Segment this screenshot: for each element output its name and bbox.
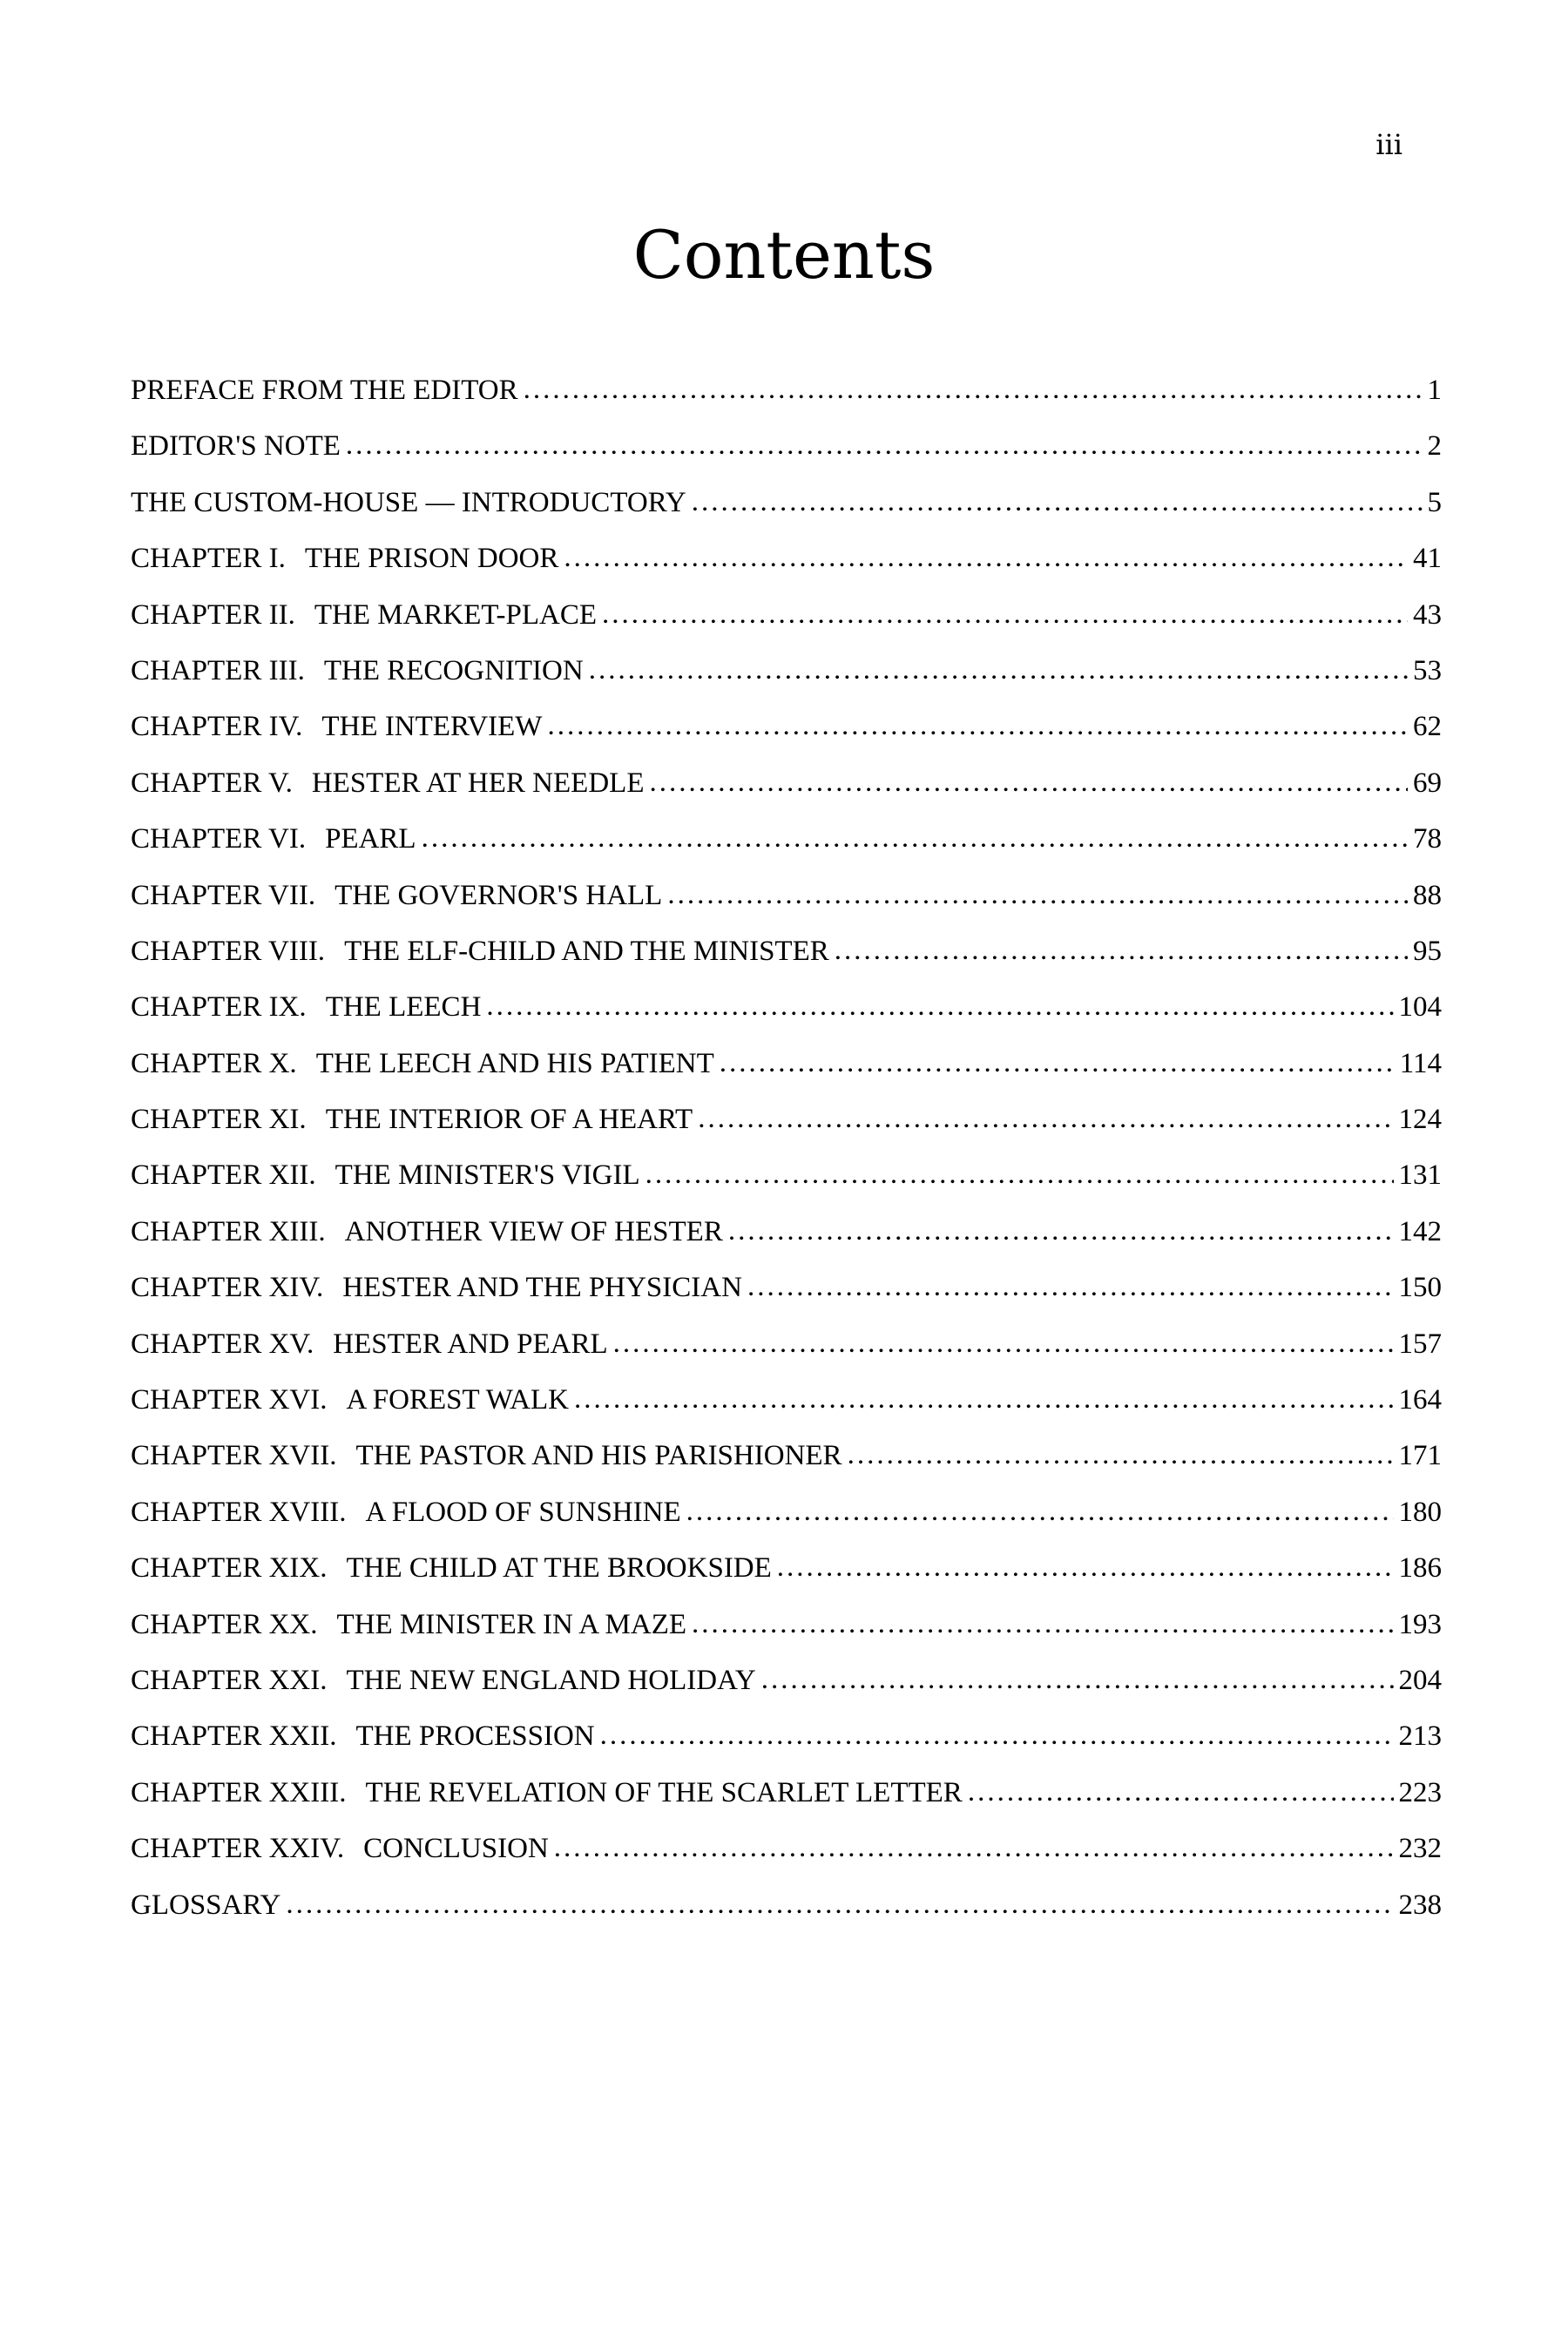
toc-entry-label-group: [131, 823, 416, 855]
toc-entry[interactable]: [131, 487, 1442, 543]
dot-leader: [547, 711, 1408, 742]
toc-entry-title: THE MINISTER'S VIGIL: [335, 1159, 640, 1192]
toc-entry-label-group: [131, 1665, 756, 1697]
toc-entry[interactable]: [131, 1104, 1442, 1159]
toc-chapter-number: CHAPTER XIV.: [131, 1272, 324, 1304]
toc-entry-label-group: [131, 711, 542, 743]
toc-entry-title: THE PASTOR AND HIS PARISHIONER: [355, 1440, 842, 1472]
toc-entry-title: PREFACE FROM THE EDITOR: [131, 375, 518, 406]
toc-entry-label-group: [131, 543, 558, 575]
toc-page-number: 95: [1413, 935, 1442, 967]
toc-entry[interactable]: [131, 1328, 1442, 1384]
toc-entry[interactable]: [131, 1665, 1442, 1720]
toc-entry[interactable]: [131, 543, 1442, 598]
toc-chapter-number: CHAPTER IX.: [131, 991, 307, 1024]
toc-entry-title: THE LEECH: [325, 991, 482, 1024]
dot-leader: [667, 880, 1408, 911]
toc-entry-label-group: [131, 1384, 569, 1416]
dot-leader: [600, 1720, 1394, 1752]
toc-chapter-number: CHAPTER XV.: [131, 1328, 314, 1360]
toc-page-number: 62: [1413, 711, 1442, 743]
toc-entry[interactable]: [131, 1833, 1442, 1889]
dot-leader: [692, 1609, 1393, 1640]
table-of-contents: [131, 375, 1442, 1945]
toc-entry-label-group: [131, 599, 597, 632]
dot-leader: [554, 1833, 1394, 1864]
dot-leader: [574, 1384, 1393, 1416]
dot-leader: [645, 1159, 1394, 1191]
dot-leader: [728, 1216, 1394, 1247]
toc-entry[interactable]: [131, 655, 1442, 711]
toc-chapter-number: CHAPTER XXII.: [131, 1720, 337, 1753]
toc-page-number: 41: [1413, 543, 1442, 575]
toc-entry-label-group: [131, 1609, 686, 1641]
toc-chapter-number: CHAPTER X.: [131, 1047, 297, 1079]
toc-entry-title: THE ELF-CHILD AND THE MINISTER: [344, 935, 829, 967]
toc-entry-label-group: [131, 1440, 842, 1472]
toc-entry-label-group: [131, 1104, 693, 1136]
toc-page-number: 88: [1413, 879, 1442, 911]
toc-chapter-number: CHAPTER XXIII.: [131, 1776, 347, 1808]
toc-entry-label-group: [131, 991, 481, 1024]
toc-entry[interactable]: [131, 1159, 1442, 1215]
toc-chapter-number: CHAPTER II.: [131, 598, 295, 631]
toc-chapter-number: CHAPTER XXIV.: [131, 1833, 345, 1865]
toc-entry[interactable]: [131, 711, 1442, 767]
page-title: Contents: [632, 216, 936, 294]
toc-chapter-number: CHAPTER XVI.: [131, 1384, 328, 1416]
dot-leader: [968, 1777, 1394, 1808]
toc-entry-title: THE LEECH AND HIS PATIENT: [315, 1047, 714, 1079]
toc-entry-title: THE PRISON DOOR: [304, 543, 559, 575]
toc-entry-title: THE INTERVIEW: [321, 711, 543, 743]
toc-chapter-number: CHAPTER XVIII.: [131, 1496, 347, 1528]
toc-entry-title: THE CUSTOM-HOUSE — INTRODUCTORY: [131, 486, 686, 518]
toc-chapter-number: CHAPTER XIII.: [131, 1215, 326, 1247]
toc-page-number: 186: [1398, 1552, 1442, 1585]
toc-chapter-number: CHAPTER III.: [131, 654, 305, 686]
toc-page-number: 213: [1398, 1720, 1442, 1753]
dot-leader: [720, 1048, 1395, 1079]
dot-leader: [486, 991, 1393, 1023]
toc-entry[interactable]: [131, 1720, 1442, 1776]
toc-page-number: 124: [1398, 1104, 1442, 1136]
dot-leader: [848, 1440, 1394, 1471]
dot-leader: [524, 375, 1423, 406]
toc-entry-title: HESTER AT HER NEEDLE: [311, 767, 645, 799]
toc-page-number: 114: [1399, 1047, 1442, 1079]
toc-entry-title: THE MINISTER IN A MAZE: [336, 1608, 687, 1640]
toc-entry-title: ANOTHER VIEW OF HESTER: [344, 1215, 723, 1247]
toc-chapter-number: CHAPTER XIX.: [131, 1552, 328, 1585]
toc-entry-label-group: [131, 767, 644, 800]
toc-page-number: 43: [1413, 598, 1442, 631]
toc-chapter-number: CHAPTER IV.: [131, 711, 303, 743]
toc-entry[interactable]: [131, 599, 1442, 655]
dot-leader: [589, 655, 1408, 686]
toc-entry[interactable]: [131, 1609, 1442, 1665]
toc-page-number: 142: [1398, 1215, 1442, 1247]
toc-entry[interactable]: [131, 430, 1442, 486]
toc-entry-title: THE NEW ENGLAND HOLIDAY: [346, 1664, 756, 1696]
toc-entry-title: THE REVELATION OF THE SCARLET LETTER: [365, 1776, 963, 1808]
toc-entry-label-group: [131, 1328, 608, 1361]
dot-leader: [649, 767, 1408, 799]
toc-page-number: 232: [1398, 1833, 1442, 1865]
dot-leader: [422, 823, 1408, 855]
toc-page-number: 238: [1398, 1889, 1442, 1921]
dot-leader: [761, 1665, 1394, 1696]
toc-entry-label-group: [131, 880, 662, 912]
toc-entry-label-group: [131, 655, 584, 687]
dot-leader: [346, 430, 1423, 462]
toc-entry-title: EDITOR'S NOTE: [131, 430, 341, 463]
toc-entry[interactable]: [131, 991, 1442, 1047]
toc-page-number: 193: [1398, 1608, 1442, 1640]
toc-entry-title: CONCLUSION: [363, 1833, 549, 1865]
toc-entry-label-group: [131, 1889, 280, 1922]
toc-page-number: 104: [1398, 991, 1442, 1024]
toc-chapter-number: CHAPTER VII.: [131, 879, 316, 911]
toc-entry[interactable]: [131, 936, 1442, 991]
toc-entry[interactable]: [131, 1440, 1442, 1496]
toc-entry-label-group: [131, 1216, 723, 1248]
toc-entry-label-group: [131, 1833, 549, 1865]
toc-entry[interactable]: [131, 1552, 1442, 1608]
toc-entry-label-group: [131, 430, 341, 463]
toc-page-number: 171: [1398, 1440, 1442, 1472]
dot-leader: [613, 1328, 1394, 1360]
dot-leader: [286, 1889, 1393, 1921]
toc-entry-label-group: [131, 1497, 681, 1529]
toc-entry-title: THE RECOGNITION: [323, 654, 584, 686]
toc-chapter-number: CHAPTER XII.: [131, 1159, 316, 1192]
toc-entry-title: HESTER AND THE PHYSICIAN: [342, 1272, 742, 1304]
toc-page-number: 223: [1398, 1776, 1442, 1808]
toc-page-number: 1: [1427, 375, 1442, 406]
toc-page-number: 2: [1427, 430, 1442, 463]
dot-leader: [692, 487, 1423, 518]
toc-entry[interactable]: [131, 1216, 1442, 1272]
toc-entry[interactable]: [131, 823, 1442, 879]
toc-entry[interactable]: [131, 1497, 1442, 1552]
toc-chapter-number: CHAPTER XVII.: [131, 1440, 337, 1472]
toc-page-number: 69: [1413, 767, 1442, 799]
toc-entry-label-group: [131, 1048, 714, 1080]
toc-entry-label-group: [131, 936, 829, 968]
dot-leader: [777, 1552, 1394, 1584]
dot-leader: [602, 599, 1408, 631]
toc-entry-label-group: [131, 1159, 640, 1192]
toc-chapter-number: CHAPTER V.: [131, 767, 293, 799]
toc-entry[interactable]: [131, 880, 1442, 936]
toc-page-number: 78: [1413, 823, 1442, 855]
toc-page-number: 204: [1398, 1664, 1442, 1696]
toc-entry-title: A FOREST WALK: [346, 1384, 570, 1416]
toc-entry[interactable]: [131, 1777, 1442, 1833]
toc-page-number: 53: [1413, 654, 1442, 686]
toc-chapter-number: CHAPTER XXI.: [131, 1664, 328, 1696]
toc-chapter-number: CHAPTER VIII.: [131, 935, 326, 967]
toc-entry-title: THE CHILD AT THE BROOKSIDE: [346, 1552, 772, 1585]
toc-entry[interactable]: [131, 1384, 1442, 1440]
toc-entry-title: THE MARKET-PLACE: [314, 598, 598, 631]
toc-chapter-number: CHAPTER XX.: [131, 1608, 318, 1640]
dot-leader: [686, 1497, 1394, 1528]
dot-leader: [747, 1272, 1394, 1303]
page-number: iii: [1375, 128, 1402, 161]
toc-chapter-number: CHAPTER XI.: [131, 1104, 307, 1136]
toc-entry[interactable]: [131, 1889, 1442, 1945]
toc-entry-label-group: [131, 1552, 772, 1585]
toc-page-number: 164: [1398, 1384, 1442, 1416]
toc-page-number: 157: [1398, 1328, 1442, 1360]
toc-entry-title: A FLOOD OF SUNSHINE: [365, 1496, 681, 1528]
toc-entry-label-group: [131, 375, 518, 407]
toc-entry-label-group: [131, 1777, 963, 1809]
toc-entry[interactable]: [131, 1048, 1442, 1104]
toc-page-number: 131: [1398, 1159, 1442, 1192]
toc-chapter-number: CHAPTER I.: [131, 543, 286, 575]
toc-entry-label-group: [131, 487, 686, 519]
toc-entry-title: HESTER AND PEARL: [333, 1328, 608, 1360]
toc-entry[interactable]: [131, 767, 1442, 823]
dot-leader: [698, 1104, 1393, 1135]
toc-page-number: 180: [1398, 1496, 1442, 1528]
toc-chapter-number: CHAPTER VI.: [131, 823, 307, 855]
toc-page-number: 150: [1398, 1272, 1442, 1304]
toc-entry[interactable]: [131, 1272, 1442, 1328]
toc-entry-title: THE INTERIOR OF A HEART: [325, 1104, 693, 1136]
dot-leader: [835, 936, 1408, 967]
toc-entry-title: PEARL: [325, 823, 416, 855]
toc-entry-title: GLOSSARY: [131, 1889, 281, 1921]
toc-entry-label-group: [131, 1272, 742, 1304]
toc-entry-label-group: [131, 1720, 595, 1753]
toc-page-number: 5: [1427, 486, 1442, 518]
dot-leader: [564, 543, 1408, 574]
toc-entry[interactable]: [131, 375, 1442, 430]
toc-entry-title: THE GOVERNOR'S HALL: [335, 879, 663, 911]
toc-entry-title: THE PROCESSION: [355, 1720, 595, 1753]
